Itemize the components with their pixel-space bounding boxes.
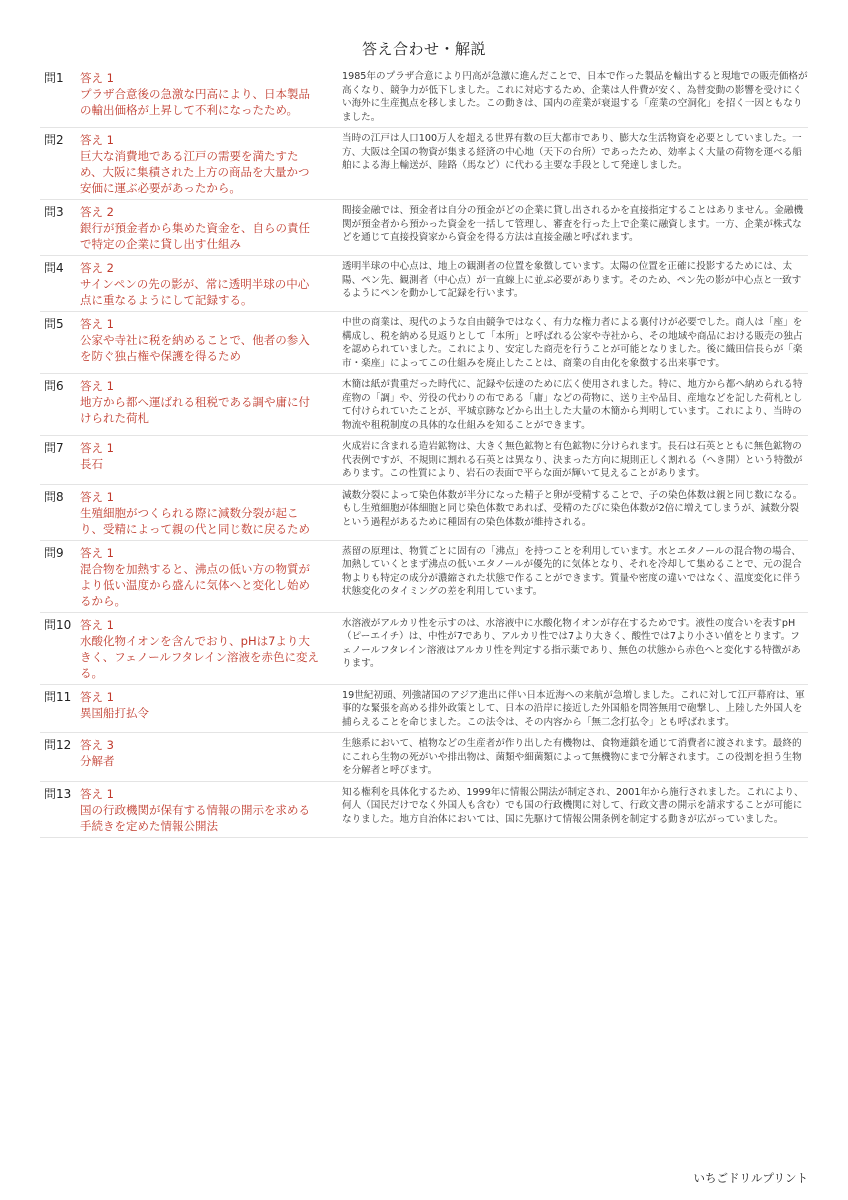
answer-label: 答え 1	[80, 133, 114, 147]
explanation-text: 透明半球の中心点は、地上の観測者の位置を象徴しています。太陽の位置を正確に投影するためには、太陽、ペン先、観測者（中心点）が一直線上に並ぶ必要があります。そのため、ペン先の影が中心点と一致するようにペンを動かして記録を行います。	[342, 261, 802, 299]
answer-cell	[80, 70, 332, 124]
answer-label: 答え 1	[80, 441, 114, 455]
explanation-text: 19世紀初頭、列強諸国のアジア進出に伴い日本近海への来航が急増しました。これに対して江戸幕府は、軍事的な緊張を高める排外政策として、日本の沿岸に接近した外国船を問答無用で砲撃し、上陸した外国人を捕らえることを命じました。この法令は、その内容から「無二念打払令」とも呼ばれます。	[342, 689, 805, 728]
answer-label: 答え 2	[80, 261, 114, 275]
qa-row	[40, 128, 808, 200]
qa-row	[40, 733, 808, 782]
answer-text: 公家や寺社に税を納めることで、他者の参入を防ぐ独占権や保護を得るため	[80, 333, 310, 363]
question-number: 問5	[44, 317, 64, 331]
question-number: 問2	[44, 133, 64, 147]
answer-text: 国の行政機関が保有する情報の開示を求める手続きを定めた情報公開法	[80, 802, 310, 833]
answer-label: 答え 1	[80, 786, 114, 801]
explanation-text: 1985年のプラザ合意により円高が急激に進んだことで、日本で作った製品を輸出すると現地での販売価格が高くなり、競争力が低下しました。これに対応するため、企業は人件費が安く、為替変動の影響を受けにくい海外に生産拠点を移しました。この動きは、国内の産業が衰退する「産業の空洞化」を招く一因ともなりました。	[342, 71, 808, 123]
explanation-text: 木簡は紙が貴重だった時代に、記録や伝達のために広く使用されました。特に、地方から都へ納められる特産物の「調」や、労役の代わりの布である「庸」などの荷物に、送り主や品目、産地などを記した荷札として付けられていたことが、平城京跡などから出土した大量の木簡から判明しています。これにより、当時の物流や租税制度の具体的な仕組みを知ることができます。	[342, 379, 803, 431]
answer-text: プラザ合意後の急激な円高により、日本製品の輸出価格が上昇して不利になったため。	[80, 87, 310, 117]
explanation-text: 減数分裂によって染色体数が半分になった精子と卵が受精することで、子の染色体数は親と同じ数になる。もし生殖細胞が体細胞と同じ染色体数であれば、受精のたびに染色体数が2倍に増えてしまうが、減数分裂という過程があるために種固有の染色体数が維持される。	[342, 489, 803, 528]
answer-label: 答え 1	[80, 317, 114, 331]
answer-cell	[80, 545, 332, 609]
page-title: 答え合わせ・解説	[361, 40, 486, 58]
answer-text: 長石	[80, 457, 103, 471]
explanation-text: 蒸留の原理は、物質ごとに固有の「沸点」を持つことを利用しています。水とエタノールの混合物の場合、加熱していくとまず沸点の低いエタノールが優先的に気体となり、それを冷却して集めることで、元の混合物よりも特定の成分が濃縮された状態で作ることができます。質量や密度の違いではなく、温度変化に伴う状態変化のタイミングの差を利用しています。	[342, 545, 802, 597]
qa-row	[40, 374, 808, 436]
question-number: 問6	[44, 379, 64, 393]
qa-row	[40, 782, 808, 838]
answer-cell	[80, 737, 332, 778]
question-number: 問3	[44, 205, 64, 219]
explanation-text: 水溶液がアルカリ性を示すのは、水溶液中に水酸化物イオンが存在するためです。液性の度合いを表すpH（ピーエイチ）は、中性が7であり、アルカリ性では7より大きく、酸性では7より小さい値をとります。フェノールフタレイン溶液はアルカリ性を判定する指示薬であり、無色の状態から赤色へと変化する特徴があります。	[342, 617, 801, 669]
qa-row	[40, 200, 808, 256]
answer-label: 答え 1	[80, 71, 114, 85]
answer-text: 混合物を加熱すると、沸点の低い方の物質がより低い温度から盛んに気体へと変化し始めるから。	[80, 561, 310, 608]
question-number: 問9	[44, 545, 64, 560]
qa-row	[40, 485, 808, 541]
answer-cell	[80, 260, 332, 308]
answer-label: 答え 1	[80, 617, 114, 632]
answer-text: 水酸化物イオンを含んでおり、pHは7より大きく、フェノールフタレイン溶液を赤色に変える。	[80, 633, 319, 680]
answer-text: 分解者	[80, 754, 115, 768]
answer-text: 地方から都へ運ばれる租税である調や庸に付けられた荷札	[80, 395, 310, 425]
answer-text: 生殖細胞がつくられる際に減数分裂が起こり、受精によって親の代と同じ数に戻るため	[80, 505, 310, 536]
question-number: 問11	[44, 689, 72, 704]
explanation-text: 間接金融では、預金者は自分の預金がどの企業に貸し出されるかを直接指定することはありません。金融機関が預金者から預かった資金を一括して管理し、審査を行った上で企業に融資します。一方、企業が株式などを通じて直接投資家から資金を得る方法は直接金融と呼ばれます。	[342, 205, 804, 243]
answer-text: 異国船打払令	[80, 705, 149, 720]
answer-label: 答え 1	[80, 379, 114, 393]
answer-cell	[80, 378, 332, 432]
explanation-text: 生態系において、植物などの生産者が作り出した有機物は、食物連鎖を通じて消費者に渡されます。最終的にこれら生物の死がいや排出物は、菌類や細菌類によって無機物にまで分解されます。この役割を担う生物を分解者と呼びます。	[342, 738, 802, 776]
qa-row	[40, 256, 808, 312]
question-number: 問4	[44, 261, 64, 275]
answer-label: 答え 1	[80, 489, 114, 504]
answer-cell	[80, 132, 332, 196]
answer-cell	[80, 617, 332, 681]
answer-cell	[80, 204, 332, 252]
explanation-text: 火成岩に含まれる造岩鉱物は、大きく無色鉱物と有色鉱物に分けられます。長石は石英とともに無色鉱物の代表例ですが、不規則に割れる石英とは異なり、決まった方向に規則正しく割れる（へき開）という特徴があります。この性質により、岩石の表面で平らな面が輝いて見えることがあります。	[342, 441, 803, 479]
question-number: 問7	[44, 441, 64, 455]
answer-label: 答え 3	[80, 738, 114, 752]
explanation-text: 知る権利を具体化するため、1999年に情報公開法が制定され、2001年から施行されました。これにより、何人（国民だけでなく外国人も含む）でも国の行政機関に対して、行政文書の開示を請求することが可能になりました。地方自治体においては、国に先駆けて情報公開条例を制定する動きが広がっていました。	[342, 786, 804, 825]
answer-label: 答え 1	[80, 689, 114, 704]
explanation-text: 当時の江戸は人口100万人を超える世界有数の巨大都市であり、膨大な生活物資を必要としていました。一方、大阪は全国の物資が集まる経済の中心地（天下の台所）であったため、効率よく大量の荷物を運べる船舶による海上輸送が、陸路（馬など）に代わる主要な手段として発達しました。	[342, 133, 803, 171]
qa-row	[40, 613, 808, 685]
qa-row	[40, 66, 808, 128]
answer-cell	[80, 489, 332, 537]
question-number: 問1	[44, 71, 64, 85]
answer-cell	[80, 689, 332, 730]
answer-cell	[80, 440, 332, 481]
question-number: 問10	[44, 617, 72, 632]
answer-cell	[80, 786, 332, 834]
answer-text: 銀行が預金者から集めた資金を、自らの責任で特定の企業に貸し出す仕組み	[80, 221, 310, 251]
question-number: 問12	[44, 738, 72, 752]
answer-text: 巨大な消費地である江戸の需要を満たすため、大阪に集積された上方の商品を大量かつ安価に運ぶ必要があったから。	[80, 149, 310, 195]
qa-row	[40, 436, 808, 485]
footer-brand: いちごドリルプリント	[693, 1171, 808, 1185]
qa-row	[40, 312, 808, 374]
qa-row	[40, 685, 808, 734]
answer-label: 答え 1	[80, 545, 114, 560]
answer-label: 答え 2	[80, 205, 114, 219]
explanation-text: 中世の商業は、現代のような自由競争ではなく、有力な権力者による裏付けが必要でした。商人は「座」を構成し、税を納める見返りとして「本所」と呼ばれる公家や寺社から、その地域や商品における販売の独占を認められていました。これにより、安定した商売を行うことが可能となりました。後に織田信長らが「楽市・楽座」によってこの仕組みを廃止したことは、商業の自由化を象徴する出来事です。	[342, 317, 803, 369]
question-number: 問8	[44, 489, 64, 504]
question-number: 問13	[44, 786, 72, 801]
answer-text: サインペンの先の影が、常に透明半球の中心点に重なるようにして記録する。	[80, 277, 310, 307]
answer-list	[40, 66, 808, 838]
qa-row	[40, 541, 808, 613]
answer-cell	[80, 316, 332, 370]
